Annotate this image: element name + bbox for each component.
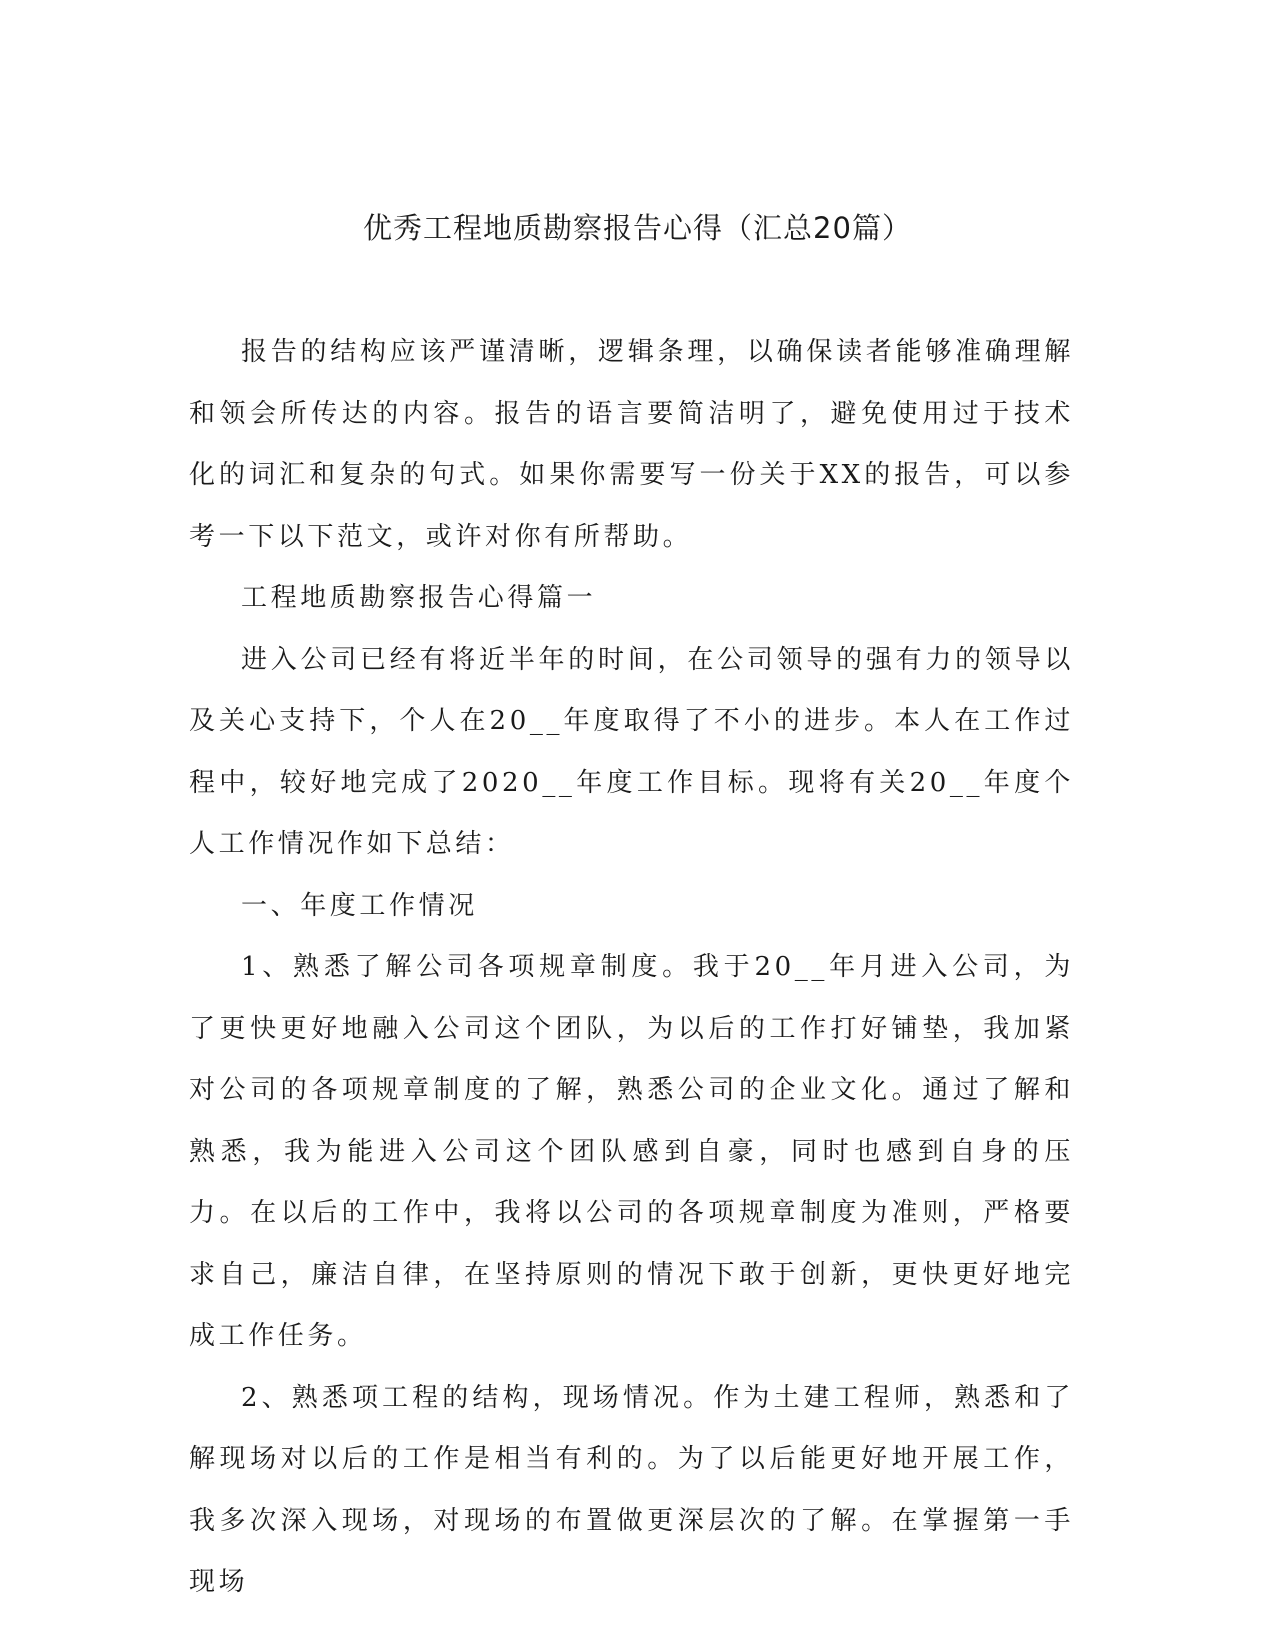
document-title: 优秀工程地质勘察报告心得（汇总20篇） [363, 211, 912, 245]
body-paragraph: 进入公司已经有将近半年的时间，在公司领导的强有力的领导以及关心支持下，个人在20__年度取得了不小的进步。本人在工作过程中，较好地完成了2020__年度工作目标。现将有关20__年度个人工作情况作如下总结： [189, 644, 1074, 859]
body-paragraph: 1、熟悉了解公司各项规章制度。我于20__年月进入公司，为了更快更好地融入公司这个团队，为以后的工作打好铺垫，我加紧对公司的各项规章制度的了解，熟悉公司的企业文化。通过了解和熟悉，我为能进入公司这个团队感到自豪，同时也感到自身的压力。在以后的工作中，我将以公司的各项规章制度为准则，严格要求自己，廉洁自律，在坚持原则的情况下敢于创新，更快更好地完成工作任务。 [189, 952, 1074, 1351]
document-body [189, 322, 1074, 1614]
intro-paragraph: 报告的结构应该严谨清晰，逻辑条理，以确保读者能够准确理解和领会所传达的内容。报告的语言要简洁明了，避免使用过于技术化的词汇和复杂的句式。如果你需要写一份关于XX的报告，可以参考一下以下范文，或许对你有所帮助。 [189, 337, 1074, 552]
subsection-heading: 一、年度工作情况 [241, 890, 478, 921]
body-paragraph: 2、熟悉项工程的结构，现场情况。作为土建工程师，熟悉和了解现场对以后的工作是相当有利的。为了以后能更好地开展工作，我多次深入现场，对现场的布置做更深层次的了解。在掌握第一手现场 [189, 1382, 1074, 1597]
section-heading: 工程地质勘察报告心得篇一 [241, 583, 597, 613]
